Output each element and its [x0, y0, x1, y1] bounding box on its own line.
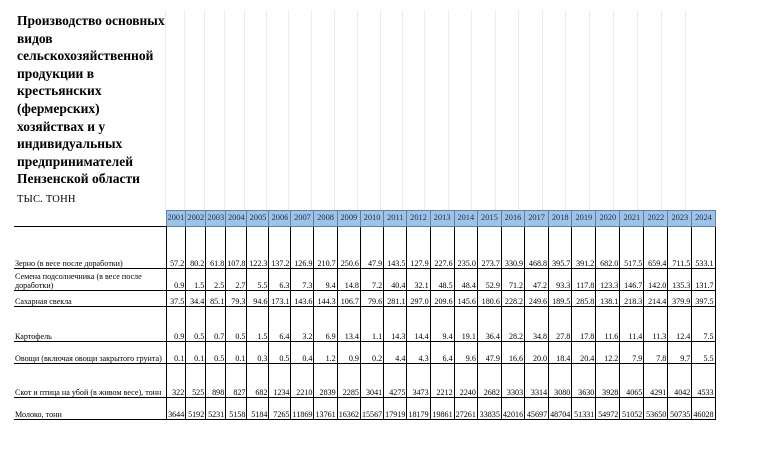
- value-cell: 7.9: [620, 342, 644, 364]
- value-cell: 235.0: [454, 227, 477, 269]
- row-label: Зерно (в весе после доработки): [14, 227, 166, 269]
- value-cell: 47.9: [477, 342, 501, 364]
- value-cell: 0.1: [166, 342, 186, 364]
- value-cell: 48704: [549, 398, 572, 420]
- value-cell: 0.9: [337, 342, 360, 364]
- value-cell: 32.1: [407, 269, 430, 291]
- value-cell: 11.6: [596, 307, 620, 342]
- value-cell: 6.9: [314, 307, 337, 342]
- value-cell: 297.0: [407, 291, 430, 307]
- gridline: [266, 10, 267, 210]
- value-cell: 142.0: [644, 269, 668, 291]
- background-gridlines: [165, 10, 756, 210]
- value-cell: 2682: [477, 364, 501, 398]
- value-cell: 5.5: [692, 342, 715, 364]
- year-header-cell: 2006: [269, 211, 291, 227]
- value-cell: 6.4: [269, 307, 291, 342]
- value-cell: 51052: [620, 398, 644, 420]
- gridline: [495, 10, 496, 210]
- row-label: Скот и птица на убой (в живом весе), тонн: [14, 364, 166, 398]
- table-row: [14, 307, 715, 342]
- value-cell: 0.2: [360, 342, 383, 364]
- value-cell: 214.4: [644, 291, 668, 307]
- table-row: [14, 291, 715, 307]
- year-header-cell: 2007: [291, 211, 314, 227]
- value-cell: 20.0: [525, 342, 549, 364]
- value-cell: 57.2: [166, 227, 186, 269]
- value-cell: 17919: [384, 398, 407, 420]
- value-cell: 2839: [314, 364, 337, 398]
- value-cell: 2240: [454, 364, 477, 398]
- value-cell: 27261: [454, 398, 477, 420]
- value-cell: 273.7: [477, 227, 501, 269]
- value-cell: 54972: [596, 398, 620, 420]
- value-cell: 14.4: [407, 307, 430, 342]
- value-cell: 525: [186, 364, 206, 398]
- value-cell: 34.4: [186, 291, 206, 307]
- value-cell: 11.4: [620, 307, 644, 342]
- year-header-cell: 2003: [206, 211, 226, 227]
- value-cell: 5158: [226, 398, 247, 420]
- value-cell: 4291: [644, 364, 668, 398]
- value-cell: 80.2: [186, 227, 206, 269]
- value-cell: 210.7: [314, 227, 337, 269]
- year-header-cell: 2022: [644, 211, 668, 227]
- value-cell: 4275: [384, 364, 407, 398]
- year-header-cell: 2015: [477, 211, 501, 227]
- value-cell: 16.6: [501, 342, 524, 364]
- value-cell: 4.3: [407, 342, 430, 364]
- table-row: [14, 342, 715, 364]
- value-cell: 14.8: [337, 269, 360, 291]
- value-cell: 3303: [501, 364, 524, 398]
- gridline: [424, 10, 425, 210]
- value-cell: 14.3: [384, 307, 407, 342]
- year-header-cell: 2019: [572, 211, 596, 227]
- value-cell: 12.2: [596, 342, 620, 364]
- row-label: Овощи (включая овощи закрытого грунта): [14, 342, 166, 364]
- gridline: [224, 10, 225, 210]
- value-cell: 126.9: [291, 227, 314, 269]
- table-row: [14, 398, 715, 420]
- value-cell: 144.3: [314, 291, 337, 307]
- year-header-cell: 2008: [314, 211, 337, 227]
- value-cell: 7265: [269, 398, 291, 420]
- gridline: [288, 10, 289, 210]
- row-label: Картофель: [14, 307, 166, 342]
- value-cell: 180.6: [477, 291, 501, 307]
- value-cell: 330.9: [501, 227, 524, 269]
- year-header-cell: 2020: [596, 211, 620, 227]
- value-cell: 34.8: [525, 307, 549, 342]
- gridline: [685, 10, 686, 210]
- value-cell: 61.8: [206, 227, 226, 269]
- value-cell: 2212: [430, 364, 454, 398]
- value-cell: 3473: [407, 364, 430, 398]
- row-label: Молоко, тонн: [14, 398, 166, 420]
- year-header-cell: 2023: [668, 211, 692, 227]
- value-cell: 131.7: [692, 269, 715, 291]
- value-cell: 45697: [525, 398, 549, 420]
- value-cell: 5.5: [247, 269, 269, 291]
- year-header-cell: 2016: [501, 211, 524, 227]
- year-header-cell: 2004: [226, 211, 247, 227]
- table-row: [14, 269, 715, 291]
- value-cell: 18179: [407, 398, 430, 420]
- gridline: [471, 10, 472, 210]
- value-cell: 0.5: [206, 342, 226, 364]
- value-cell: 13761: [314, 398, 337, 420]
- value-cell: 7.5: [692, 307, 715, 342]
- value-cell: 3314: [525, 364, 549, 398]
- value-cell: 137.2: [269, 227, 291, 269]
- value-cell: 42016: [501, 398, 524, 420]
- value-cell: 127.9: [407, 227, 430, 269]
- value-cell: 0.3: [247, 342, 269, 364]
- value-cell: 227.6: [430, 227, 454, 269]
- value-cell: 93.3: [549, 269, 572, 291]
- value-cell: 47.9: [360, 227, 383, 269]
- value-cell: 0.5: [226, 307, 247, 342]
- value-cell: 1.1: [360, 307, 383, 342]
- value-cell: 3080: [549, 364, 572, 398]
- value-cell: 27.8: [549, 307, 572, 342]
- value-cell: 322: [166, 364, 186, 398]
- value-cell: 51331: [572, 398, 596, 420]
- value-cell: 2210: [291, 364, 314, 398]
- value-cell: 52.9: [477, 269, 501, 291]
- value-cell: 5192: [186, 398, 206, 420]
- value-cell: 50735: [668, 398, 692, 420]
- value-cell: 209.6: [430, 291, 454, 307]
- value-cell: 15567: [360, 398, 383, 420]
- value-cell: 13.4: [337, 307, 360, 342]
- value-cell: 6.4: [430, 342, 454, 364]
- year-header-cell: 2024: [692, 211, 715, 227]
- value-cell: 2285: [337, 364, 360, 398]
- value-cell: 20.4: [572, 342, 596, 364]
- value-cell: 379.9: [668, 291, 692, 307]
- value-cell: 285.8: [572, 291, 596, 307]
- value-cell: 11.3: [644, 307, 668, 342]
- value-cell: 6.3: [269, 269, 291, 291]
- year-header-cell: 2021: [620, 211, 644, 227]
- value-cell: 48.5: [430, 269, 454, 291]
- gridline: [661, 10, 662, 210]
- value-cell: 3644: [166, 398, 186, 420]
- value-cell: 85.1: [206, 291, 226, 307]
- value-cell: 0.1: [186, 342, 206, 364]
- value-cell: 218.3: [620, 291, 644, 307]
- value-cell: 48.4: [454, 269, 477, 291]
- value-cell: 711.5: [668, 227, 692, 269]
- value-cell: 46028: [692, 398, 715, 420]
- value-cell: 138.1: [596, 291, 620, 307]
- year-header-cell: 2010: [360, 211, 383, 227]
- unit-label: ТЫС. ТОНН: [17, 194, 76, 205]
- value-cell: 28.2: [501, 307, 524, 342]
- value-cell: 4065: [620, 364, 644, 398]
- value-cell: 249.6: [525, 291, 549, 307]
- value-cell: 0.9: [166, 307, 186, 342]
- value-cell: 4.4: [384, 342, 407, 364]
- gridline: [589, 10, 590, 210]
- value-cell: 12.4: [668, 307, 692, 342]
- year-header-cell: 2012: [407, 211, 430, 227]
- value-cell: 33835: [477, 398, 501, 420]
- year-header-cell: 2017: [525, 211, 549, 227]
- value-cell: 1234: [269, 364, 291, 398]
- gridline: [565, 10, 566, 210]
- gridline: [380, 10, 381, 210]
- value-cell: 517.5: [620, 227, 644, 269]
- value-cell: 7.2: [360, 269, 383, 291]
- value-cell: 122.3: [247, 227, 269, 269]
- year-header-cell: 2002: [186, 211, 206, 227]
- gridline: [637, 10, 638, 210]
- year-header-cell: 2009: [337, 211, 360, 227]
- value-cell: 0.1: [226, 342, 247, 364]
- value-cell: 391.2: [572, 227, 596, 269]
- value-cell: 173.1: [269, 291, 291, 307]
- value-cell: 682.0: [596, 227, 620, 269]
- year-header-row: [14, 211, 715, 227]
- gridline: [402, 10, 403, 210]
- value-cell: 3041: [360, 364, 383, 398]
- value-cell: 682: [247, 364, 269, 398]
- gridline: [613, 10, 614, 210]
- value-cell: 5231: [206, 398, 226, 420]
- data-table: [14, 210, 716, 420]
- year-header-cell: 2001: [166, 211, 186, 227]
- value-cell: 71.2: [501, 269, 524, 291]
- value-cell: 37.5: [166, 291, 186, 307]
- gridline: [518, 10, 519, 210]
- gridline: [184, 10, 185, 210]
- value-cell: 0.5: [269, 342, 291, 364]
- value-cell: 123.3: [596, 269, 620, 291]
- gridline: [357, 10, 358, 210]
- value-cell: 2.5: [206, 269, 226, 291]
- value-cell: 1.5: [186, 269, 206, 291]
- value-cell: 0.9: [166, 269, 186, 291]
- value-cell: 16362: [337, 398, 360, 420]
- row-label: Сахарная свекла: [14, 291, 166, 307]
- gridline: [542, 10, 543, 210]
- value-cell: 53650: [644, 398, 668, 420]
- value-cell: 4533: [692, 364, 715, 398]
- value-cell: 135.3: [668, 269, 692, 291]
- value-cell: 281.1: [384, 291, 407, 307]
- value-cell: 146.7: [620, 269, 644, 291]
- value-cell: 40.4: [384, 269, 407, 291]
- value-cell: 7.3: [291, 269, 314, 291]
- value-cell: 94.6: [247, 291, 269, 307]
- year-header-cell: 2005: [247, 211, 269, 227]
- row-label: Семена подсолнечника (в весе после доработки): [14, 269, 166, 291]
- value-cell: 5184: [247, 398, 269, 420]
- value-cell: 4042: [668, 364, 692, 398]
- value-cell: 0.7: [206, 307, 226, 342]
- value-cell: 9.4: [314, 269, 337, 291]
- page-title: Производство основных видов сельскохозяйственной продукции в крестьянских (фермерских) хозяйствах и у индивидуальных предпринимателей Пензенской области: [17, 13, 165, 187]
- value-cell: 36.4: [477, 307, 501, 342]
- value-cell: 533.1: [692, 227, 715, 269]
- value-cell: 19.1: [454, 307, 477, 342]
- value-cell: 107.8: [226, 227, 247, 269]
- value-cell: 106.7: [337, 291, 360, 307]
- gridline: [244, 10, 245, 210]
- value-cell: 0.5: [186, 307, 206, 342]
- value-cell: 827: [226, 364, 247, 398]
- value-cell: 117.8: [572, 269, 596, 291]
- header-blank-cell: [14, 211, 166, 227]
- value-cell: 17.8: [572, 307, 596, 342]
- value-cell: 145.6: [454, 291, 477, 307]
- value-cell: 79.3: [226, 291, 247, 307]
- value-cell: 143.6: [291, 291, 314, 307]
- value-cell: 397.5: [692, 291, 715, 307]
- year-header-cell: 2014: [454, 211, 477, 227]
- year-header-cell: 2013: [430, 211, 454, 227]
- value-cell: 250.6: [337, 227, 360, 269]
- value-cell: 189.5: [549, 291, 572, 307]
- value-cell: 11869: [291, 398, 314, 420]
- value-cell: 1.2: [314, 342, 337, 364]
- value-cell: 395.7: [549, 227, 572, 269]
- gridline: [334, 10, 335, 210]
- year-header-cell: 2011: [384, 211, 407, 227]
- year-header-cell: 2018: [549, 211, 572, 227]
- value-cell: 468.8: [525, 227, 549, 269]
- value-cell: 3928: [596, 364, 620, 398]
- value-cell: 9.6: [454, 342, 477, 364]
- table-row: [14, 227, 715, 269]
- gridline: [448, 10, 449, 210]
- value-cell: 7.8: [644, 342, 668, 364]
- value-cell: 9.7: [668, 342, 692, 364]
- value-cell: 228.2: [501, 291, 524, 307]
- value-cell: 898: [206, 364, 226, 398]
- value-cell: 47.2: [525, 269, 549, 291]
- value-cell: 3630: [572, 364, 596, 398]
- table-row: [14, 364, 715, 398]
- value-cell: 2.7: [226, 269, 247, 291]
- gridline: [204, 10, 205, 210]
- gridline: [311, 10, 312, 210]
- value-cell: 79.6: [360, 291, 383, 307]
- value-cell: 3.2: [291, 307, 314, 342]
- value-cell: 143.5: [384, 227, 407, 269]
- value-cell: 19861: [430, 398, 454, 420]
- value-cell: 1.5: [247, 307, 269, 342]
- value-cell: 9.4: [430, 307, 454, 342]
- value-cell: 659.4: [644, 227, 668, 269]
- value-cell: 18.4: [549, 342, 572, 364]
- value-cell: 0.4: [291, 342, 314, 364]
